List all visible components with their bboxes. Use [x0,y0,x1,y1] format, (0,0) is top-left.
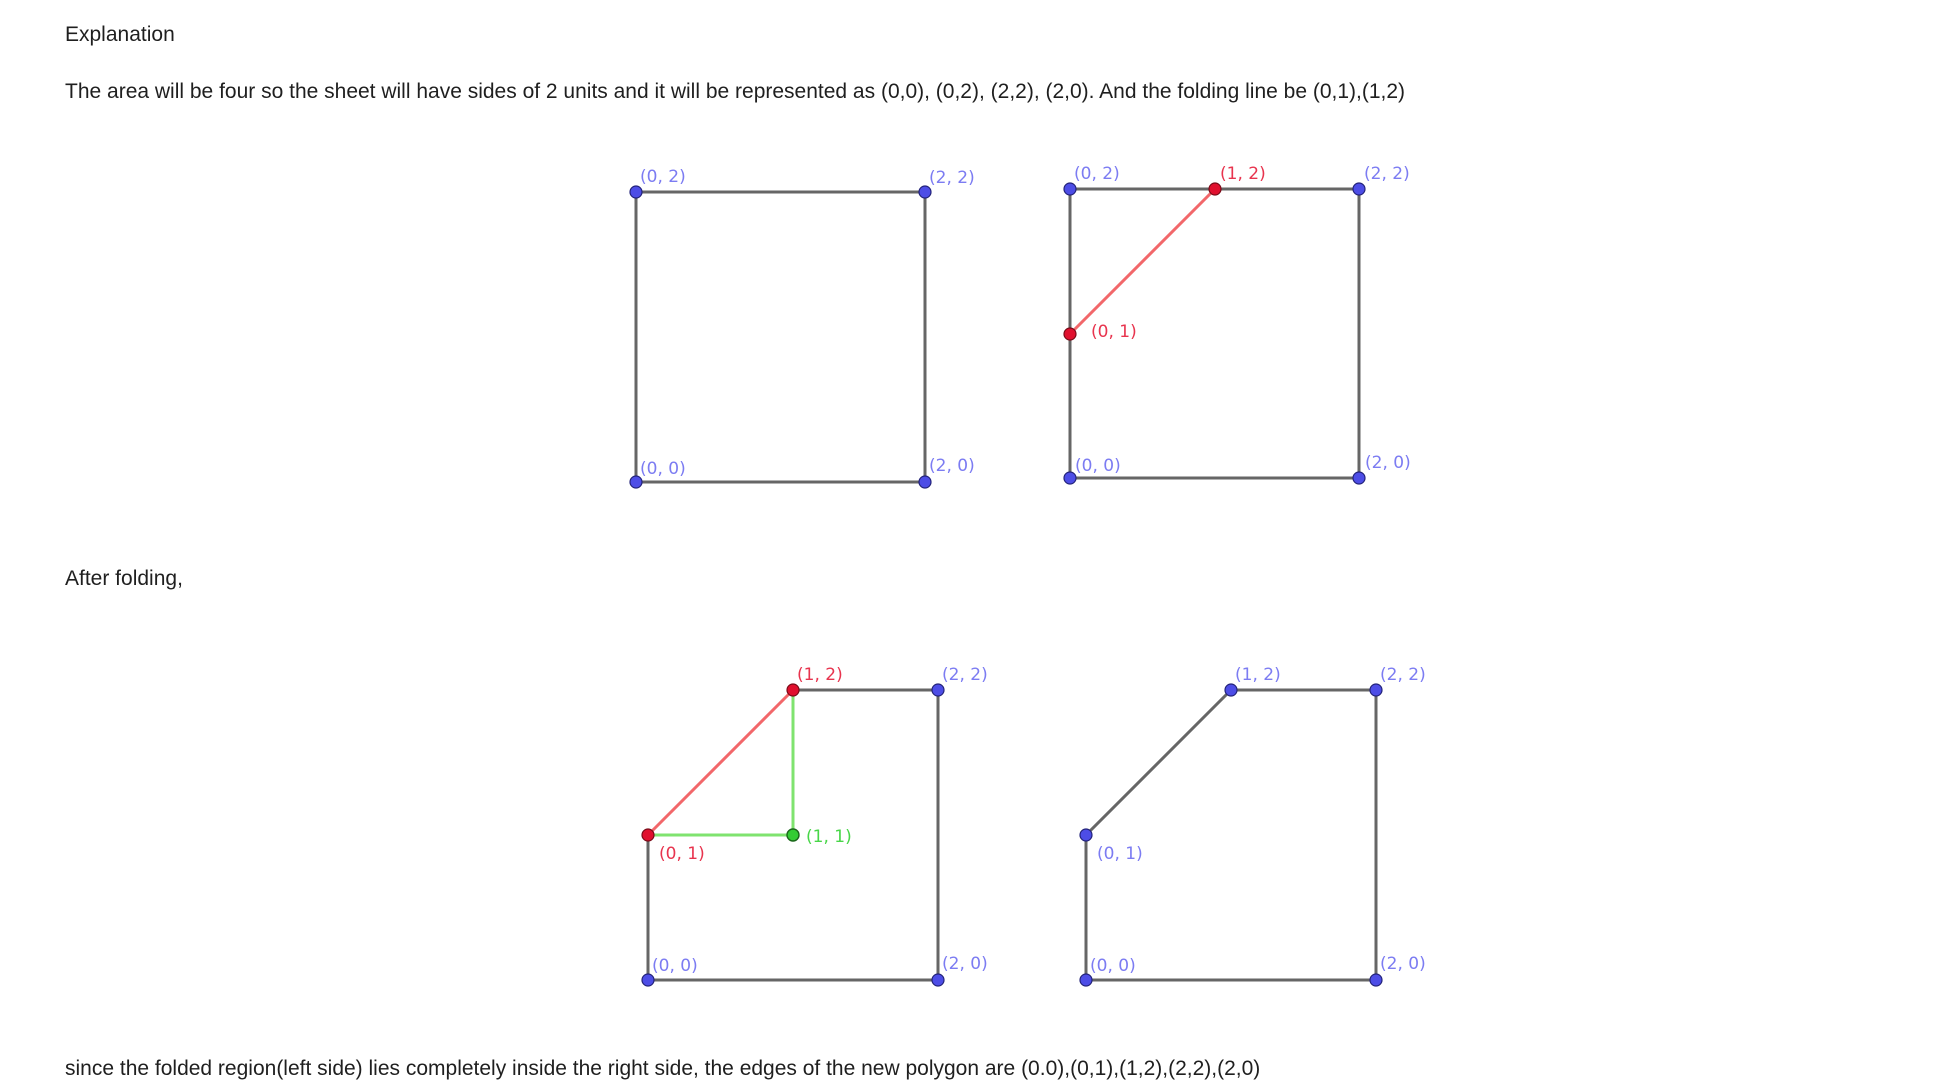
vertex-1-2 [787,684,799,696]
explanation-heading: Explanation [65,23,175,46]
label-0-0: (0, 0) [652,956,698,976]
figure-folded [642,665,988,986]
label-1-2: (1, 2) [797,665,843,685]
vertex-2-0 [1370,974,1382,986]
figure-fold-line [1064,164,1411,484]
vertex-2-0 [932,974,944,986]
label-0-0: (0, 0) [640,459,686,479]
label-0-0: (0, 0) [1075,456,1121,476]
label-2-0: (2, 0) [1380,954,1426,974]
label-0-2: (0, 2) [640,167,686,187]
label-0-2: (0, 2) [1074,164,1120,184]
label-1-2: (1, 2) [1220,164,1266,184]
label-1-2: (1, 2) [1235,665,1281,685]
intro-paragraph: The area will be four so the sheet will have sides of 2 units and it will be represented as (0,0), (0,2), (2,2), (2,0). And the folding line be (0,1),(1,2) [65,80,1406,103]
label-2-0: (2, 0) [942,954,988,974]
label-2-2: (2, 2) [929,168,975,188]
vertex-2-2 [932,684,944,696]
vertex-0-1 [1080,829,1092,841]
vertex-0-1 [1064,328,1076,340]
vertex-0-2 [630,186,642,198]
label-0-0: (0, 0) [1090,956,1136,976]
vertex-2-2 [1370,684,1382,696]
vertex-1-2 [1225,684,1237,696]
vertex-2-0 [919,476,931,488]
square-outline [636,192,925,482]
conclusion-paragraph: since the folded region(left side) lies completely inside the right side, the edges of the new polygon are (0.0),(0,1),(1,2),(2,2),(2,0) [65,1057,1261,1080]
label-2-2: (2, 2) [1364,164,1410,184]
label-2-0: (2, 0) [929,456,975,476]
after-folding-text: After folding, [65,567,183,590]
label-2-0: (2, 0) [1365,453,1411,473]
folding-line [1070,189,1215,334]
vertex-2-2 [1353,183,1365,195]
vertex-1-1 [787,829,799,841]
label-2-2: (2, 2) [1380,665,1426,685]
result-polygon [1086,690,1376,980]
vertex-0-2 [1064,183,1076,195]
figure-square [630,167,975,488]
label-2-2: (2, 2) [942,665,988,685]
vertex-2-0 [1353,472,1365,484]
label-1-1: (1, 1) [806,827,852,847]
figure-result [1080,665,1426,986]
label-0-1: (0, 1) [1091,322,1137,342]
folding-line [648,690,793,835]
label-0-1: (0, 1) [1097,844,1143,864]
vertex-0-1 [642,829,654,841]
label-0-1: (0, 1) [659,844,705,864]
vertex-1-2 [1209,183,1221,195]
